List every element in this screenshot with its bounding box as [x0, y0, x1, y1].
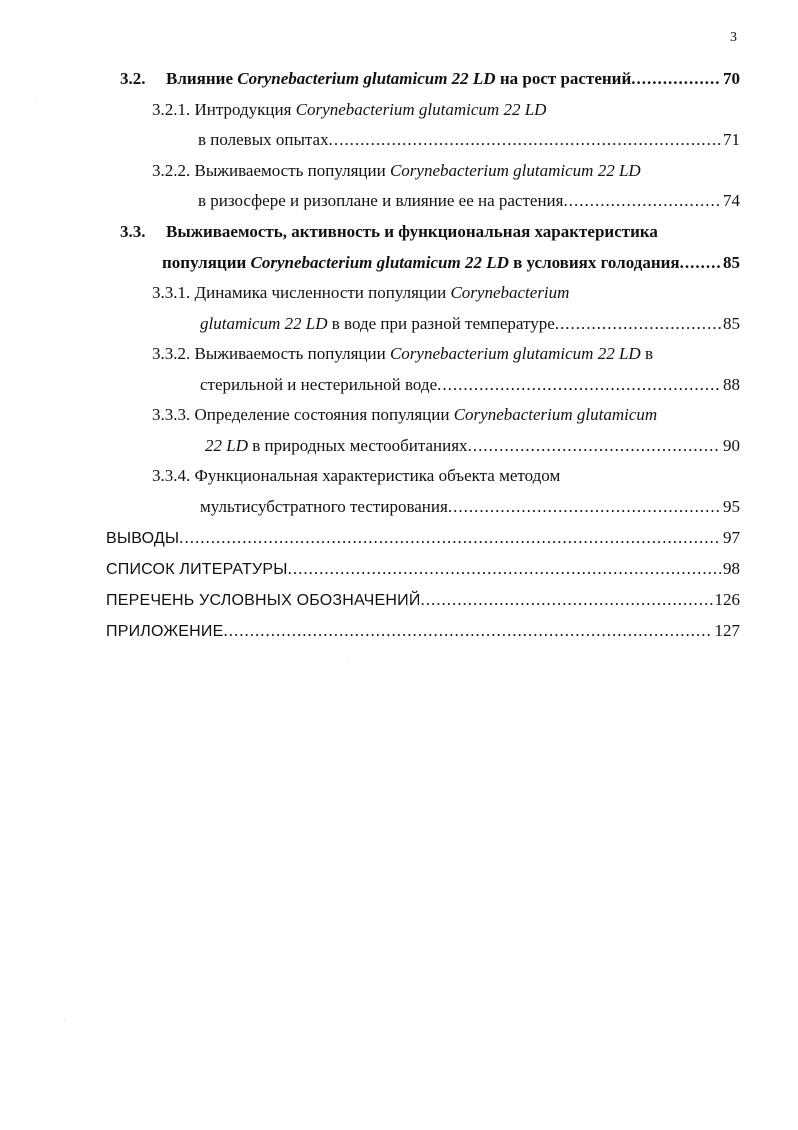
- toc-entry-3-3-line1: 3.3. Выживаемость, активность и функциональная характеристика: [120, 222, 658, 241]
- section-number: 3.2.: [120, 69, 146, 88]
- page-ref: 71: [723, 130, 740, 149]
- dot-leader: [631, 68, 721, 90]
- toc-entry-appendix: ПРИЛОЖЕНИЕ ..... 127: [106, 620, 740, 643]
- toc-entry-3-3-3-line2: 22 LD в природных местообитаниях ..... 90: [205, 435, 740, 457]
- toc-entry-3-2-2-line1: 3.2.2. Выживаемость популяции Corynebacterium glutamicum 22 LD: [152, 161, 641, 180]
- page-ref: 85: [723, 314, 740, 333]
- scan-speck: [348, 658, 349, 659]
- dot-leader: [421, 589, 713, 611]
- page-ref: 90: [723, 436, 740, 455]
- page-ref: 74: [723, 191, 740, 210]
- dot-leader: [288, 558, 721, 580]
- toc-entry-3-3-4-line1: 3.3.4. Функциональная характеристика объекта методом: [152, 466, 561, 485]
- page-ref: 85: [723, 253, 740, 272]
- toc-entry-3-2-2-line2: в ризосфере и ризоплане и влияние ее на растения ..... 74: [198, 190, 740, 212]
- dot-leader: [563, 190, 721, 212]
- page-number: 3: [730, 30, 737, 45]
- toc-entry-3-3-3-line1: 3.3.3. Определение состояния популяции Corynebacterium glutamicum: [152, 405, 658, 424]
- dot-leader: [680, 252, 721, 274]
- dot-leader: [555, 313, 721, 335]
- dot-leader: [179, 527, 721, 549]
- scan-speck: [64, 1020, 65, 1021]
- dot-leader: [448, 496, 721, 518]
- dot-leader: [437, 374, 721, 396]
- page-ref: 95: [723, 497, 740, 516]
- section-title: Влияние Corynebacterium glutamicum 22 LD на рост растений: [166, 69, 632, 88]
- toc-entry-conclusions: ВЫВОДЫ ..... 97: [106, 527, 740, 550]
- page-ref: 98: [723, 559, 740, 578]
- page-ref: 127: [714, 621, 740, 640]
- dot-leader: [329, 129, 721, 151]
- page-ref: 88: [723, 375, 740, 394]
- toc-entry-3-3-2-line2: стерильной и нестерильной воде ..... 88: [200, 374, 740, 396]
- page-ref: 126: [714, 590, 740, 609]
- toc-entry-3-2: [120, 68, 740, 90]
- toc-entry-abbreviations: ПЕРЕЧЕНЬ УСЛОВНЫХ ОБОЗНАЧЕНИЙ ..... 126: [106, 589, 740, 612]
- toc-entry-3-3-2-line1: 3.3.2. Выживаемость популяции Corynebacterium glutamicum 22 LD в: [152, 344, 653, 363]
- dot-leader: [468, 435, 721, 457]
- page-ref: 97: [723, 528, 740, 547]
- toc-entry-references: СПИСОК ЛИТЕРАТУРЫ ..... 98: [106, 558, 740, 581]
- toc-entry-3-2-1-line2: в полевых опытах ..... 71: [198, 129, 740, 151]
- toc-entry-3-3-line2: популяции Corynebacterium glutamicum 22 LD в условиях голодания ..... 85: [162, 252, 740, 274]
- scan-speck: [36, 100, 37, 101]
- toc-entry-3-3-1-line2: glutamicum 22 LD в воде при разной температуре ..... 85: [200, 313, 740, 335]
- toc-entry-3-3-4-line2: мультисубстратного тестирования ..... 95: [200, 496, 740, 518]
- page-ref: 70: [723, 69, 740, 88]
- toc-entry-3-3-1-line1: 3.3.1. Динамика численности популяции Corynebacterium: [152, 283, 570, 302]
- toc-entry-3-2-1-line1: 3.2.1. Интродукция Corynebacterium glutamicum 22 LD: [152, 100, 547, 119]
- dot-leader: [223, 620, 712, 642]
